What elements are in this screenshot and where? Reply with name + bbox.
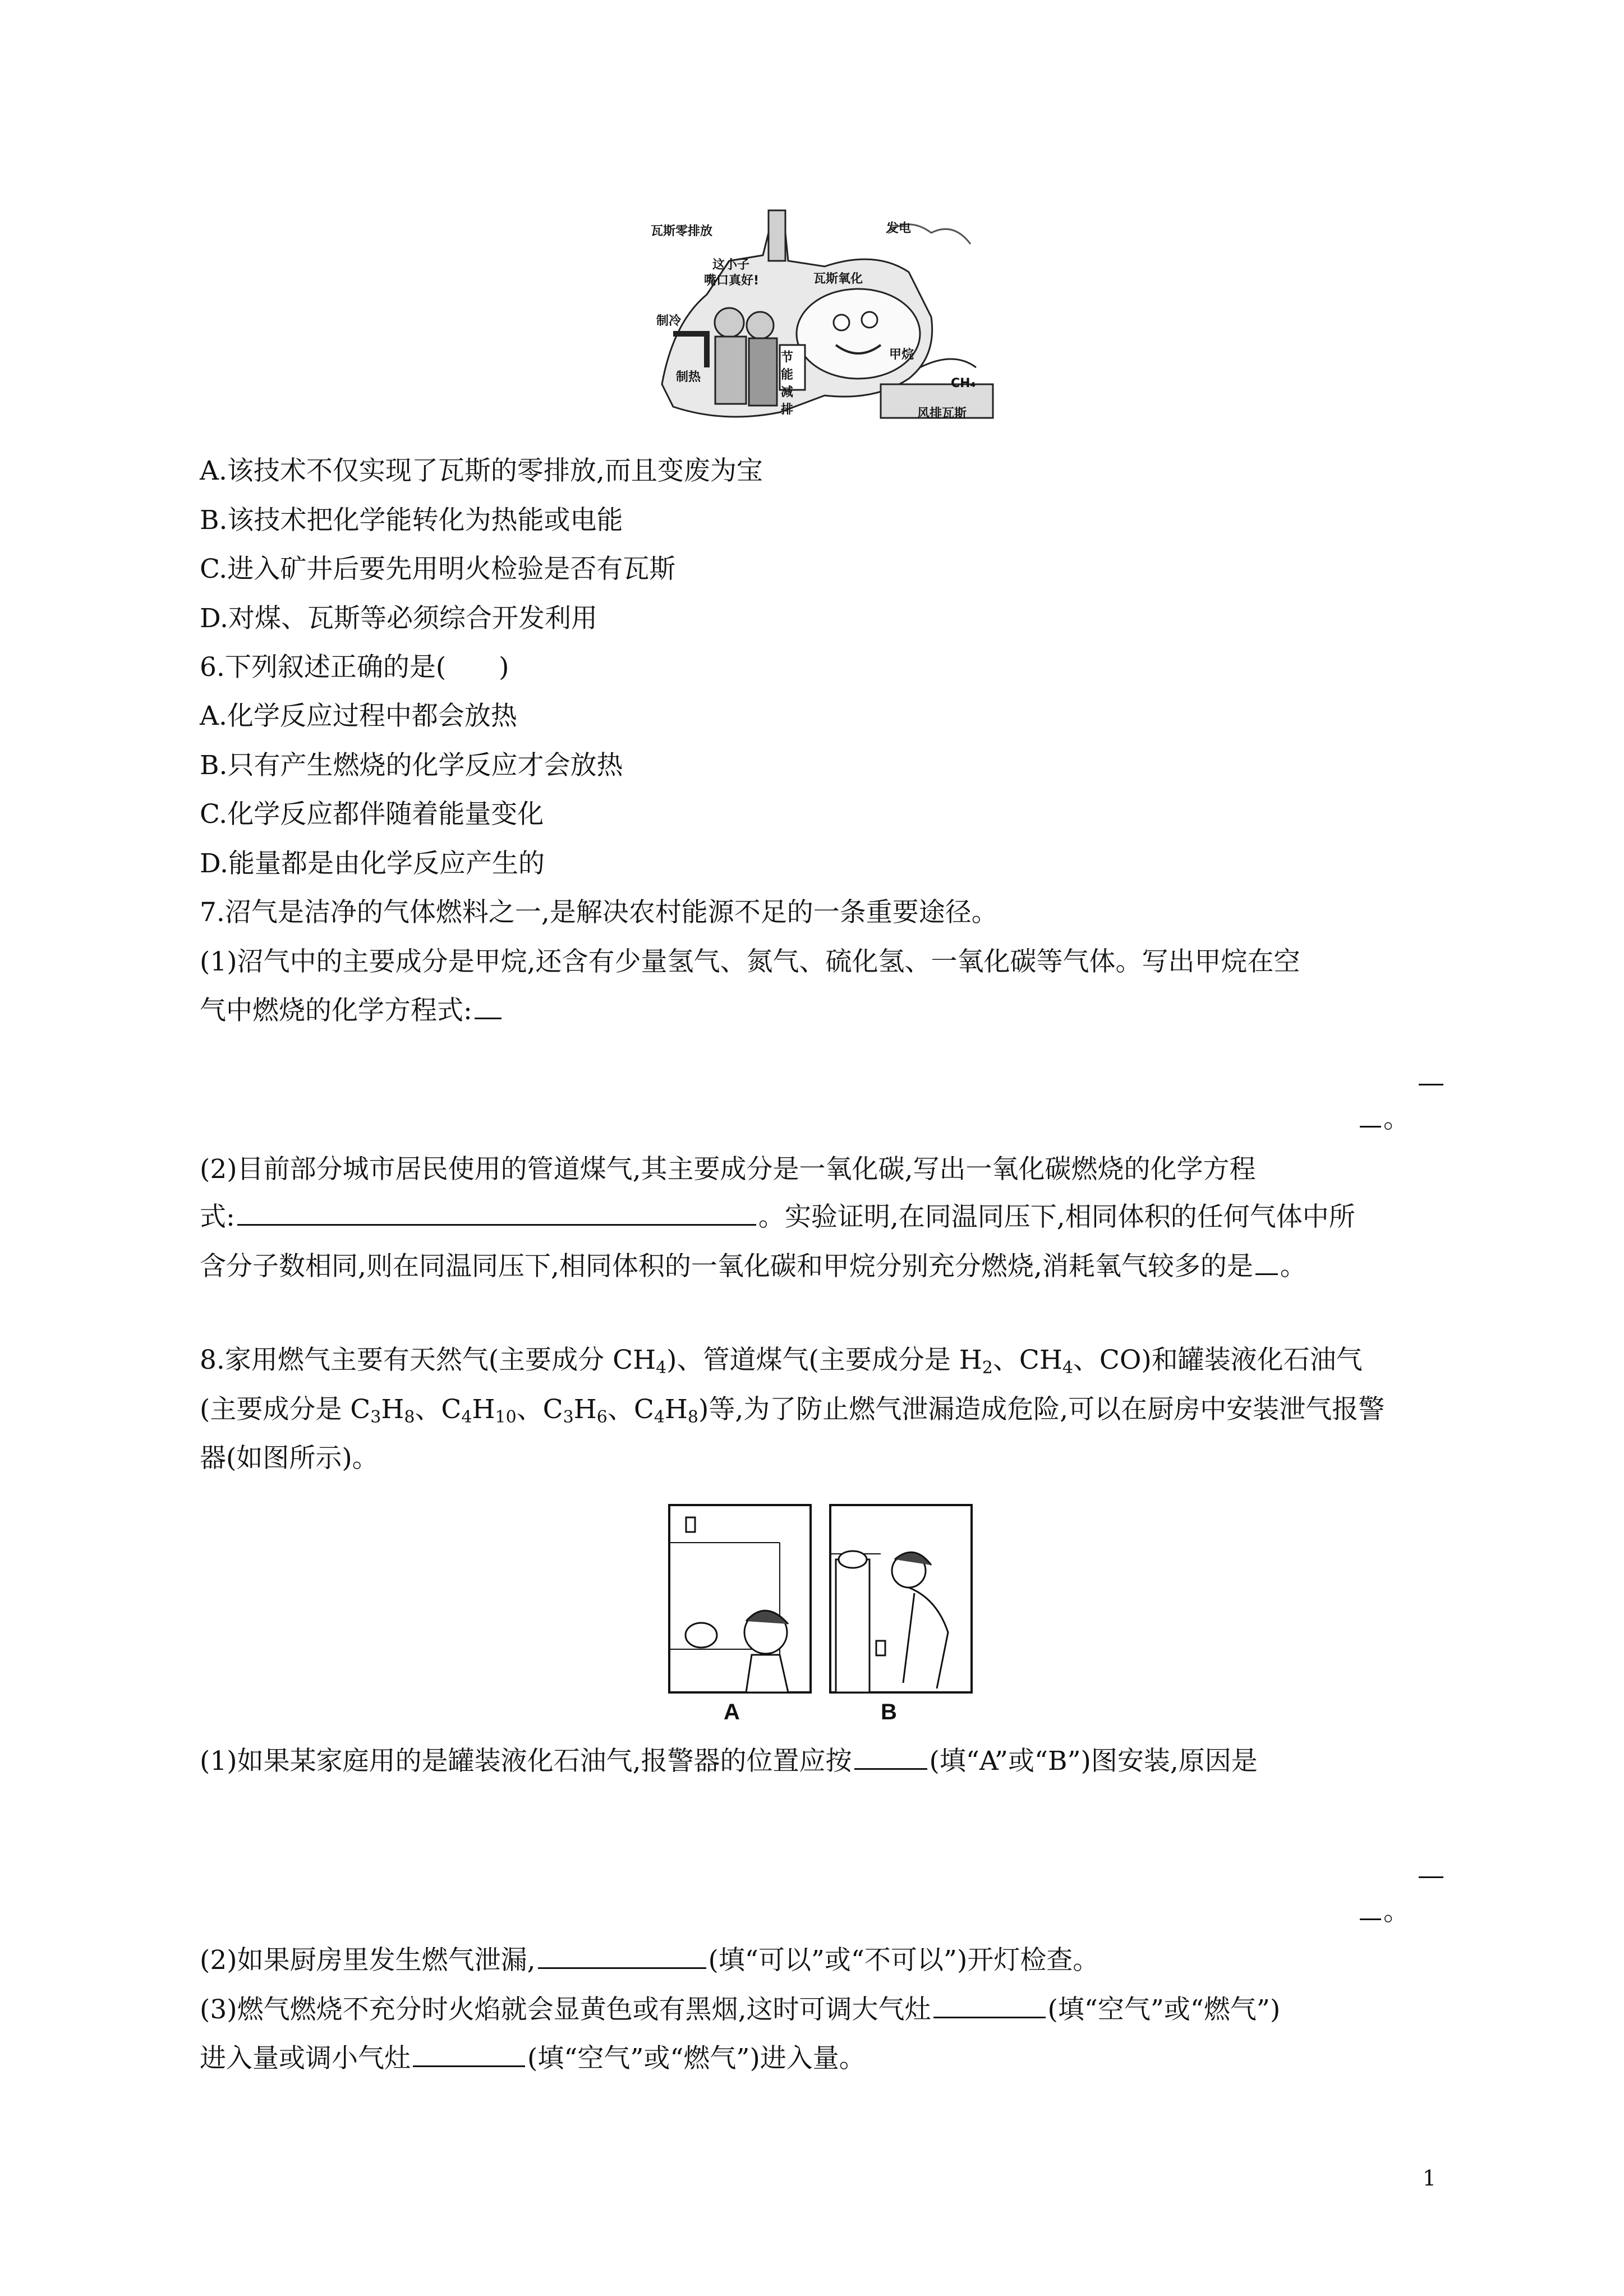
q7-part1-text: 气中燃烧的化学方程式: bbox=[200, 995, 472, 1026]
q8-sub-8b: 8 bbox=[687, 1407, 698, 1427]
label-cooling: 制冷 bbox=[656, 314, 682, 328]
q8-part3-text-c: 进入量或调小气灶 bbox=[200, 2043, 411, 2074]
q8-part3-text-b: (填“空气”或“燃气”) bbox=[1047, 1994, 1281, 2025]
q8-part2-text-b: (填“可以”或“不可以”)开灯检查。 bbox=[708, 1945, 1099, 1976]
q7-answer-blank-3[interactable] bbox=[1255, 1250, 1278, 1275]
q8-sub-3b: 3 bbox=[563, 1407, 574, 1427]
q7-part1-line2 bbox=[200, 994, 504, 1028]
q8-sub-6: 6 bbox=[596, 1407, 608, 1427]
q8-line2 bbox=[200, 1393, 1384, 1434]
q8-line2-g: 、C bbox=[607, 1394, 654, 1425]
figure-label-b: B bbox=[881, 1700, 897, 1724]
q8-line1-a: 8.家用燃气主要有天然气(主要成分 CH bbox=[200, 1345, 656, 1375]
q8-part1 bbox=[200, 1745, 1258, 1778]
label-zero-emission: 瓦斯零排放 bbox=[651, 224, 713, 238]
q8-answer-blank-3[interactable] bbox=[933, 1993, 1046, 2018]
q7-part2-line3 bbox=[200, 1250, 1306, 1283]
q8-answer-blank-4[interactable] bbox=[413, 2042, 525, 2067]
q8-answer-blank-1[interactable] bbox=[854, 1745, 927, 1770]
alarm-panels-drawing bbox=[668, 1503, 973, 1694]
q8-sub-4d: 4 bbox=[654, 1407, 665, 1427]
q6-option-d: D.能量都是由化学反应产生的 bbox=[200, 848, 545, 879]
gas-alarm-illustration bbox=[668, 1503, 973, 1694]
q7-part2-text-c: 含分子数相同,则在同温同压下,相同体积的一氧化碳和甲烷分别充分燃烧,消耗氧气较多的是 bbox=[200, 1251, 1253, 1282]
q6-option-c: C.化学反应都伴随着能量变化 bbox=[200, 799, 544, 830]
q5-option-c: C.进入矿井后要先用明火检验是否有瓦斯 bbox=[200, 554, 676, 585]
q8-period: 。 bbox=[1383, 1896, 1410, 1927]
q8-part1-text-b: (填“A”或“B”)图安装,原因是 bbox=[929, 1746, 1258, 1777]
q8-part3-line2 bbox=[200, 2042, 866, 2076]
q7-stem: 7.沼气是洁净的气体燃料之一,是解决农村能源不足的一条重要途径。 bbox=[200, 897, 998, 928]
q8-sub-8: 8 bbox=[404, 1407, 415, 1427]
label-ch4: CH₄ bbox=[951, 376, 976, 390]
q8-answer-blank-1b[interactable] bbox=[1360, 1895, 1381, 1920]
q7-part2-line2 bbox=[200, 1200, 1355, 1234]
q8-line1-b: )、管道煤气(主要成分是 H bbox=[666, 1345, 982, 1375]
q8-sub-4c: 4 bbox=[461, 1407, 472, 1427]
q8-line3: 器(如图所示)。 bbox=[200, 1443, 379, 1474]
q8-part1-end bbox=[1358, 1895, 1410, 1929]
q8-part2 bbox=[200, 1944, 1099, 1977]
q8-line2-c: 、C bbox=[415, 1394, 462, 1425]
q7-answer-blank-1b[interactable] bbox=[1360, 1102, 1381, 1128]
q7-answer-blank-1[interactable] bbox=[475, 994, 502, 1019]
q8-part3-line1 bbox=[200, 1993, 1280, 2027]
label-gas-oxidation: 瓦斯氧化 bbox=[813, 272, 863, 286]
label-energy-saving: 节能减排 bbox=[781, 351, 794, 417]
q7-part1-line1: (1)沼气中的主要成分是甲烷,还含有少量氢气、氮气、硫化氢、一氧化碳等气体。写出甲烷在空 bbox=[200, 946, 1300, 977]
q8-part3-text-a: (3)燃气燃烧不充分时火焰就会显黄色或有黑烟,这时可调大气灶 bbox=[200, 1994, 931, 2025]
q7-answer-blank-2[interactable] bbox=[237, 1200, 756, 1226]
q7-part1-end bbox=[1358, 1102, 1410, 1136]
q8-line2-f: H bbox=[573, 1394, 597, 1425]
q7-part2-end: 。 bbox=[1280, 1251, 1306, 1282]
label-ventilation-gas: 风排瓦斯 bbox=[917, 407, 967, 421]
q7-period: 。 bbox=[1383, 1103, 1410, 1134]
label-boy: 这小子 bbox=[712, 258, 750, 272]
q5-option-a: A.该技术不仅实现了瓦斯的零排放,而且变废为宝 bbox=[200, 455, 763, 486]
q7-blank-continuation[interactable] bbox=[1416, 1060, 1446, 1094]
q7-part2-line1: (2)目前部分城市居民使用的管道煤气,其主要成分是一氧化碳,写出一氧化碳燃烧的化学方程 bbox=[200, 1154, 1256, 1185]
q8-answer-blank-2[interactable] bbox=[538, 1944, 706, 1969]
q8-line2-d: H bbox=[472, 1394, 495, 1425]
figure-label-a: A bbox=[724, 1700, 740, 1724]
q8-line1-d: 、CO)和罐装液化石油气 bbox=[1073, 1345, 1363, 1375]
label-appetite: 嘴口真好! bbox=[704, 274, 760, 288]
q8-sub-3: 3 bbox=[370, 1407, 381, 1427]
q7-part2-text-a: 式: bbox=[200, 1202, 235, 1232]
q6-option-a: A.化学反应过程中都会放热 bbox=[200, 701, 517, 731]
q8-line2-e: 、C bbox=[516, 1394, 563, 1425]
q7-part2-text-b: 。实验证明,在同温同压下,相同体积的任何气体中所 bbox=[758, 1202, 1355, 1232]
q8-part2-text-a: (2)如果厨房里发生燃气泄漏, bbox=[200, 1945, 536, 1976]
q8-sub-4b: 4 bbox=[1062, 1358, 1073, 1378]
q6-option-b: B.只有产生燃烧的化学反应才会放热 bbox=[200, 750, 623, 781]
page-number: 1 bbox=[1422, 2166, 1436, 2191]
q8-line1 bbox=[200, 1343, 1363, 1385]
q8-line1-c: 、CH bbox=[992, 1345, 1062, 1375]
q8-part1-text-a: (1)如果某家庭用的是罐装液化石油气,报警器的位置应按 bbox=[200, 1746, 852, 1777]
q8-line2-a: (主要成分是 C bbox=[200, 1394, 371, 1425]
q8-sub-4: 4 bbox=[656, 1358, 667, 1378]
label-methane: 甲烷 bbox=[889, 348, 914, 362]
q8-blank-continuation[interactable] bbox=[1416, 1853, 1446, 1887]
q8-line2-b: H bbox=[381, 1394, 404, 1425]
q8-line2-h: H bbox=[664, 1394, 688, 1425]
q8-sub-2: 2 bbox=[982, 1358, 993, 1378]
q8-part3-text-d: (填“空气”或“燃气”)进入量。 bbox=[527, 2043, 866, 2074]
q5-option-d: D.对煤、瓦斯等必须综合开发利用 bbox=[200, 603, 597, 634]
label-power: 发电 bbox=[886, 222, 912, 236]
q8-line2-i: )等,为了防止燃气泄漏造成危险,可以在厨房中安装泄气报警 bbox=[698, 1394, 1385, 1425]
q5-option-b: B.该技术把化学能转化为热能或电能 bbox=[200, 505, 623, 536]
label-heating: 制热 bbox=[676, 370, 701, 384]
q8-sub-10: 10 bbox=[495, 1407, 517, 1427]
q6-stem: 6.下列叙述正确的是( ) bbox=[200, 652, 509, 683]
gas-technology-illustration bbox=[640, 199, 999, 435]
